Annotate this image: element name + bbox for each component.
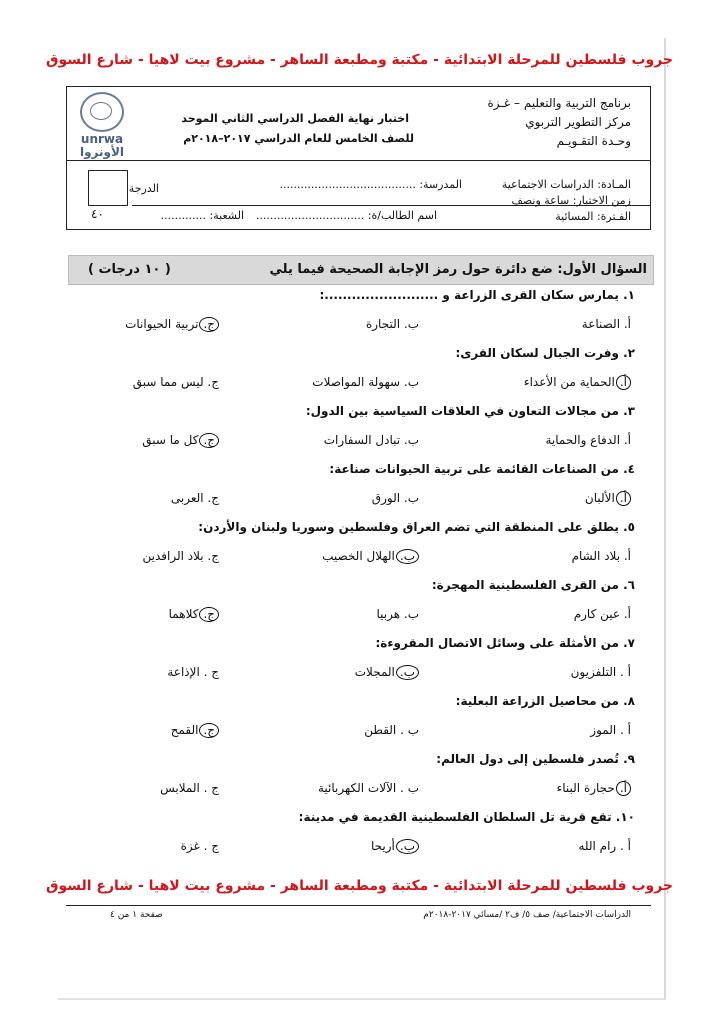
student-name-field[interactable]: اسم الطالب/ة: ............................... — [255, 209, 437, 222]
option-text: القمح — [170, 723, 199, 737]
option-a-2[interactable] — [524, 375, 631, 390]
question-9: ٩. تُصدر فلسطين إلى دول العالم: — [436, 752, 635, 766]
answer-circle: ج. — [199, 607, 219, 622]
total-marks: ٤٠ — [91, 207, 104, 221]
option-c-6[interactable] — [169, 607, 219, 622]
option-text: حجارة البناء — [556, 781, 615, 795]
answer-circle: ب. — [396, 549, 419, 564]
option-b-6[interactable]: ب. هربيا — [376, 607, 419, 621]
option-c-5[interactable]: ج. بلاد الرافدين — [142, 549, 219, 563]
question-2: ٢. وفرت الجبال لسكان القرى: — [455, 346, 635, 360]
option-text: تربية الحيوانات — [125, 317, 199, 331]
option-text: الحماية من الأعداء — [523, 375, 615, 389]
option-b-5[interactable] — [322, 549, 419, 564]
option-text: المجلات — [354, 665, 395, 679]
option-text: الهلال الخصيب — [322, 549, 395, 563]
option-a-9[interactable] — [557, 781, 631, 796]
answer-circle: أ. — [616, 375, 631, 390]
answer-circle: ج. — [199, 317, 219, 332]
un-emblem-icon — [80, 92, 124, 132]
unit-title: وحـدة التقـويـم — [556, 134, 631, 148]
footer-course: الدراسات الاجتماعية/ صف ٥/ ف٢ /مسائي ٢٠١٧-٢٠١٨م — [423, 910, 631, 920]
unrwa-logo — [74, 92, 130, 159]
subject: المـادة: الدراسات الاجتماعية — [501, 178, 631, 191]
section-field[interactable]: الشعبة: ............. — [160, 209, 244, 222]
question-title: السؤال الأول: ضع دائرة حول رمز الإجابة الصحيحة فيما يلي — [269, 262, 647, 277]
option-a-1[interactable]: أ. الصناعة — [581, 317, 631, 331]
option-text: أريحا — [371, 839, 395, 853]
option-c-7[interactable]: ج . الإذاعة — [167, 665, 219, 679]
grade-label: الدرجة — [128, 182, 159, 195]
header-divider — [66, 160, 651, 161]
option-a-7[interactable]: أ . التلفزيون — [570, 665, 631, 679]
page-number: صفحة ١ من ٤ — [110, 910, 163, 920]
answer-circle: أ. — [616, 781, 631, 796]
question-8: ٨. من محاصيل الزراعة البعلية: — [455, 694, 635, 708]
center-title: مركز التطوير التربوي — [525, 115, 631, 129]
duration: زمن الاختبار: ساعة ونصف — [511, 194, 631, 207]
period: الفـترة: المسائية — [555, 210, 631, 223]
question-7: ٧. من الأمثلة على وسائل الاتصال المقروءة: — [375, 636, 635, 650]
footer-line — [66, 905, 651, 906]
exam-class-year: للصف الخامس للعام الدراسي ٢٠١٧–٢٠١٨م — [183, 132, 414, 145]
option-b-7[interactable] — [355, 665, 419, 680]
logo-line2: الأونروا — [79, 145, 125, 159]
option-c-9[interactable]: ج . الملابس — [160, 781, 219, 795]
answer-circle: ج. — [199, 723, 219, 738]
option-text: الألبان — [584, 491, 615, 505]
question-3: ٣. من مجالات التعاون في العلاقات السياسية بين الدول: — [305, 404, 635, 418]
banner-top: جروب فلسطين للمرحلة الابتدائية - مكتبة ومطبعة الساهر - مشروع بيت لاهيا - شارع السوق — [45, 52, 674, 68]
exam-title: اختبار نهاية الفصل الدراسي الثاني الموحد — [181, 112, 409, 125]
banner-bottom: جروب فلسطين للمرحلة الابتدائية - مكتبة ومطبعة الساهر - مشروع بيت لاهيا - شارع السوق — [45, 878, 674, 894]
option-c-2[interactable]: ج. ليس مما سبق — [132, 375, 219, 389]
option-c-4[interactable]: ج. العربى — [170, 491, 219, 505]
question-6: ٦. من القرى الفلسطينية المهجرة: — [431, 578, 635, 592]
option-b-9[interactable]: ب . الآلات الكهربائية — [317, 781, 419, 795]
option-c-3[interactable] — [142, 433, 219, 448]
answer-circle: أ. — [616, 491, 631, 506]
option-a-6[interactable]: أ. عين كارم — [573, 607, 631, 621]
option-c-8[interactable] — [171, 723, 219, 738]
option-a-8[interactable]: أ . الموز — [590, 723, 631, 737]
program-title: برنامج التربية والتعليم – غـزة — [487, 96, 631, 110]
option-c-10[interactable]: ج . غزة — [180, 839, 219, 853]
option-b-1[interactable]: ب. التجارة — [365, 317, 419, 331]
option-b-10[interactable] — [371, 839, 419, 854]
question-1: ١. يمارس سكان القرى الزراعة و .........................: — [319, 288, 635, 302]
grade-box — [88, 170, 128, 206]
school-field[interactable]: المدرسة: ....................................... — [279, 178, 462, 191]
logo-line1: unrwa — [80, 132, 124, 146]
option-b-2[interactable]: ب. سهولة المواصلات — [312, 375, 419, 389]
option-b-4[interactable]: ب. الورق — [371, 491, 419, 505]
option-c-1[interactable] — [125, 317, 219, 332]
question-4: ٤. من الصناعات القائمة على تربية الحيوانات صناعة: — [329, 462, 635, 476]
option-a-10[interactable]: أ . رام الله — [578, 839, 631, 853]
option-a-5[interactable]: أ. بلاد الشام — [571, 549, 631, 563]
option-a-3[interactable]: أ. الدفاع والحماية — [545, 433, 631, 447]
option-b-3[interactable]: ب. تبادل السفارات — [323, 433, 419, 447]
answer-circle: ب. — [396, 665, 419, 680]
answer-circle: ج. — [199, 433, 219, 448]
option-text: كل ما سبق — [142, 433, 199, 447]
option-text: كلاهما — [168, 607, 199, 621]
option-a-4[interactable] — [585, 491, 631, 506]
answer-circle: ب. — [396, 839, 419, 854]
question-5: ٥. يطلق على المنطقة التي تضم العراق وفلسطين وسوريا ولبنان والأردن: — [198, 520, 635, 534]
section-marks: ( ١٠ درجات ) — [88, 262, 171, 277]
question-10: ١٠. تقع قرية تل السلطان الفلسطينية القديمة في مدينة: — [298, 810, 635, 824]
option-b-8[interactable]: ب . القطن — [364, 723, 419, 737]
